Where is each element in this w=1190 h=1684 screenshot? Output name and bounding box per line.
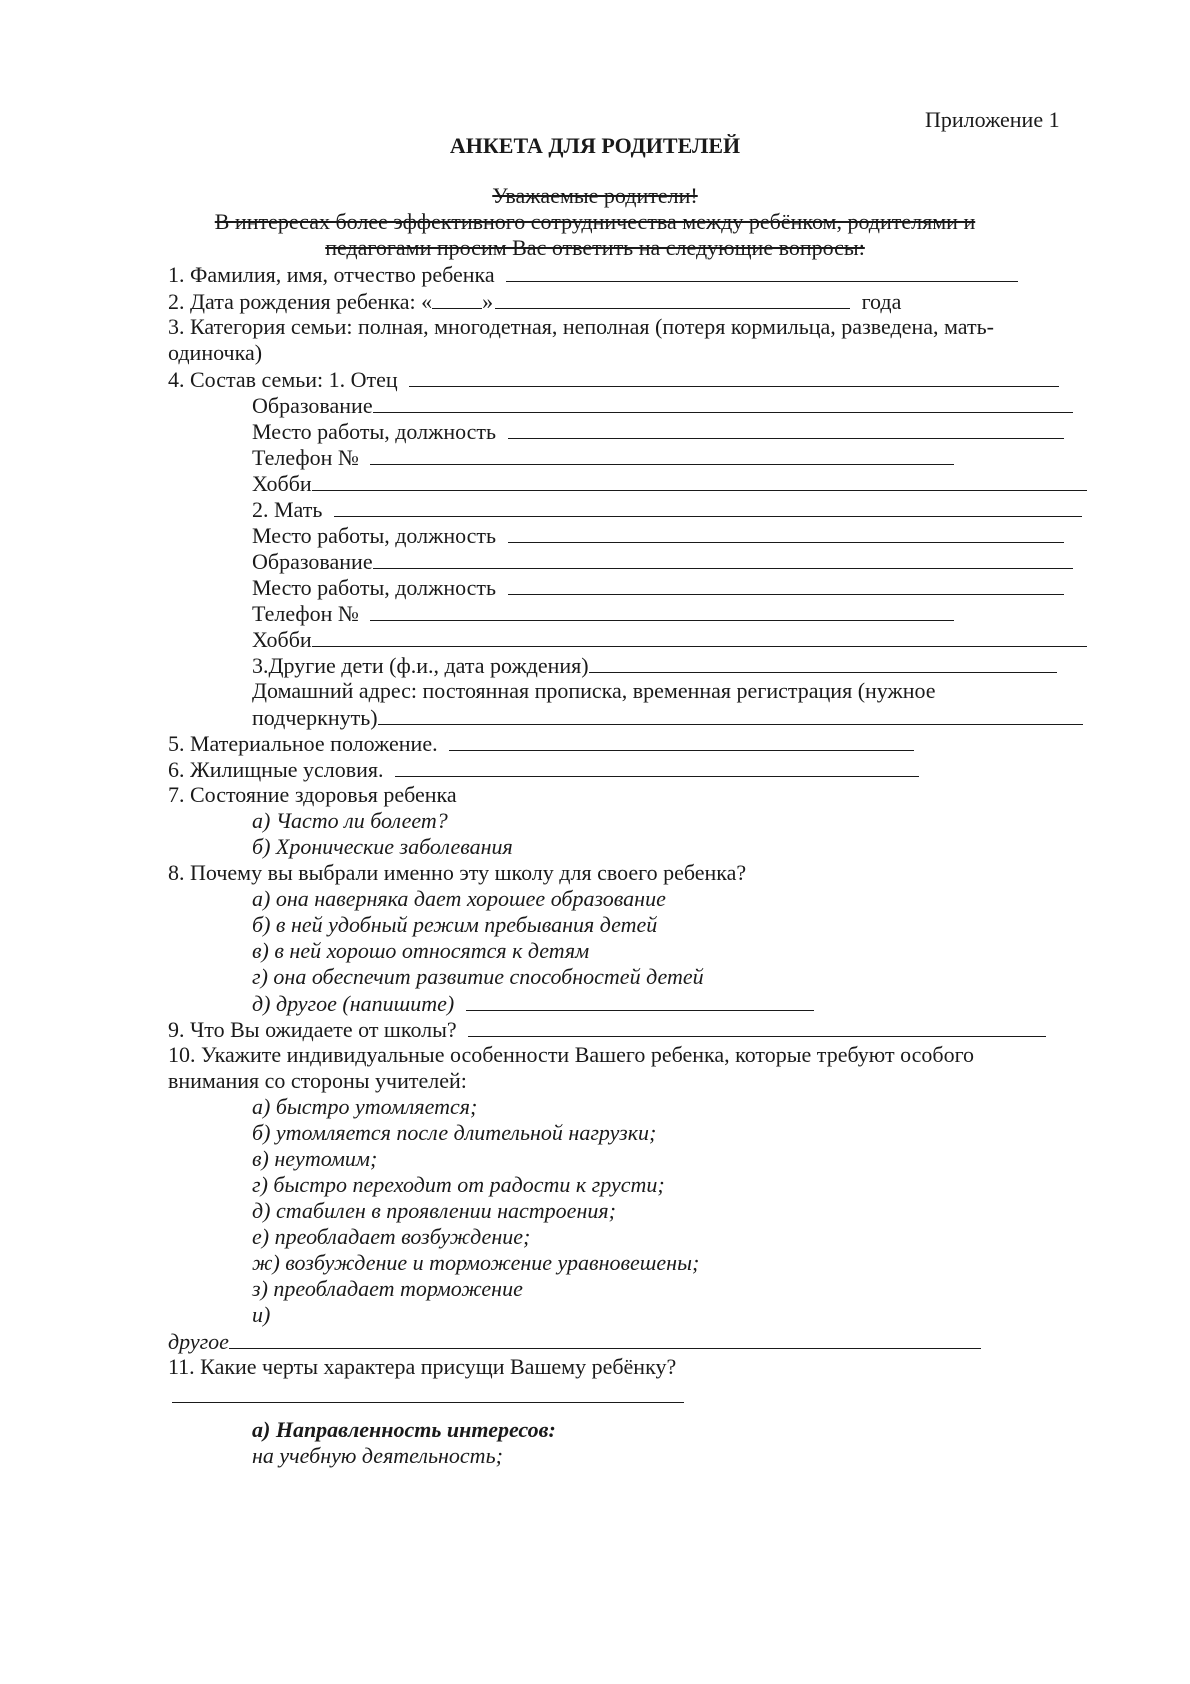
field-label: Образование bbox=[252, 393, 373, 418]
question-10-option[interactable]: д) стабилен в проявлении настроения; bbox=[252, 1198, 616, 1223]
question-3-line-1: 3. Категория семьи: полная, многодетная, неполная (потеря кормильца, разведена, мать- bbox=[168, 314, 994, 339]
answer-line[interactable] bbox=[409, 366, 1059, 387]
field-label: 3.Другие дети (ф.и., дата рождения) bbox=[252, 653, 589, 678]
mother-work-1 bbox=[252, 522, 1064, 549]
mother-hobby bbox=[252, 626, 1087, 653]
day-line[interactable] bbox=[432, 288, 482, 309]
intro-line-1: В интересах более эффективного сотрудничества между ребёнком, родителями и bbox=[214, 209, 976, 234]
question-10-option[interactable]: з) преобладает торможение bbox=[252, 1276, 523, 1301]
question-11: 11. Какие черты характера присущи Вашему ребёнку? bbox=[168, 1354, 677, 1379]
question-7: 7. Состояние здоровья ребенка bbox=[168, 782, 457, 807]
question-10-line-1: 10. Укажите индивидуальные особенности Вашего ребенка, которые требуют особого bbox=[168, 1042, 975, 1067]
question-10-other bbox=[168, 1328, 981, 1355]
field-label: Место работы, должность bbox=[252, 419, 497, 444]
field-label: Хобби bbox=[252, 627, 312, 652]
question-10-option[interactable]: б) утомляется после длительной нагрузки; bbox=[252, 1120, 657, 1145]
greeting: Уважаемые родители! bbox=[492, 183, 698, 208]
question-8-option[interactable]: а) она наверняка дает хорошее образование bbox=[252, 886, 666, 911]
question-8-option[interactable]: г) она обеспечит развитие способностей детей bbox=[252, 964, 704, 989]
question-1 bbox=[168, 261, 1018, 288]
answer-line[interactable] bbox=[378, 704, 1083, 725]
field-label: Место работы, должность bbox=[252, 575, 497, 600]
question-11-item[interactable]: на учебную деятельность; bbox=[252, 1443, 503, 1468]
question-2 bbox=[168, 288, 901, 315]
field-label: Место работы, должность bbox=[252, 523, 497, 548]
field-label: Хобби bbox=[252, 471, 312, 496]
question-6 bbox=[168, 756, 919, 783]
answer-line[interactable] bbox=[370, 600, 954, 621]
answer-line[interactable] bbox=[508, 522, 1064, 543]
answer-line[interactable] bbox=[395, 756, 919, 777]
question-8-option-other bbox=[252, 990, 814, 1017]
question-5 bbox=[168, 730, 914, 757]
mother-phone bbox=[252, 600, 954, 627]
question-11-subheading: а) Направленность интересов: bbox=[252, 1417, 556, 1442]
question-4-label: 4. Состав семьи: 1. Отец bbox=[168, 367, 398, 392]
father-work bbox=[252, 418, 1064, 445]
appendix-label: Приложение 1 bbox=[925, 107, 1060, 132]
mother bbox=[252, 496, 1082, 523]
father-phone bbox=[252, 444, 954, 471]
answer-line[interactable] bbox=[589, 652, 1057, 673]
question-10-option[interactable]: а) быстро утомляется; bbox=[252, 1094, 478, 1119]
answer-line[interactable] bbox=[370, 444, 954, 465]
question-7-option-a[interactable]: а) Часто ли болеет? bbox=[252, 808, 448, 833]
answer-line[interactable] bbox=[508, 418, 1064, 439]
field-label: Телефон № bbox=[252, 601, 359, 626]
question-2-label: 2. Дата рождения ребенка: « bbox=[168, 289, 433, 314]
other-children bbox=[252, 652, 1057, 679]
answer-line[interactable] bbox=[312, 626, 1087, 647]
field-label: подчеркнуть) bbox=[252, 705, 378, 730]
question-1-label: 1. Фамилия, имя, отчество ребенка bbox=[168, 262, 495, 287]
question-8: 8. Почему вы выбрали именно эту школу для своего ребенка? bbox=[168, 860, 747, 885]
intro-line-2: педагогами просим Вас ответить на следующие вопросы: bbox=[325, 235, 865, 260]
mother-education bbox=[252, 548, 1073, 575]
field-label: 2. Мать bbox=[252, 497, 323, 522]
answer-line[interactable] bbox=[466, 990, 814, 1011]
question-9 bbox=[168, 1016, 1046, 1043]
answer-line[interactable] bbox=[172, 1402, 684, 1403]
answer-line[interactable] bbox=[312, 470, 1087, 491]
question-9-label: 9. Что Вы ожидаете от школы? bbox=[168, 1017, 457, 1042]
answer-line[interactable] bbox=[373, 548, 1073, 569]
father-education bbox=[252, 392, 1073, 419]
question-6-label: 6. Жилищные условия. bbox=[168, 757, 384, 782]
question-8-option[interactable]: в) в ней хорошо относятся к детям bbox=[252, 938, 590, 963]
question-10-option[interactable]: ж) возбуждение и торможение уравновешены; bbox=[252, 1250, 700, 1275]
answer-line[interactable] bbox=[334, 496, 1082, 517]
address-line-1: Домашний адрес: постоянная прописка, временная регистрация (нужное bbox=[252, 678, 936, 703]
option-label[interactable]: другое bbox=[168, 1329, 229, 1354]
field-label: Образование bbox=[252, 549, 373, 574]
answer-line[interactable] bbox=[373, 392, 1073, 413]
question-4 bbox=[168, 366, 1059, 393]
mother-work-2 bbox=[252, 574, 1064, 601]
year-label: года bbox=[861, 289, 902, 314]
answer-line[interactable] bbox=[449, 730, 914, 751]
question-10-line-2: внимания со стороны учителей: bbox=[168, 1068, 467, 1093]
answer-line[interactable] bbox=[508, 574, 1064, 595]
father-hobby bbox=[252, 470, 1087, 497]
page-title: АНКЕТА ДЛЯ РОДИТЕЛЕЙ bbox=[449, 133, 741, 158]
answer-line[interactable] bbox=[468, 1016, 1046, 1037]
question-3-line-2: одиночка) bbox=[168, 340, 263, 365]
question-8-option[interactable]: б) в ней удобный режим пребывания детей bbox=[252, 912, 658, 937]
answer-line[interactable] bbox=[506, 261, 1018, 282]
question-10-option[interactable]: и) bbox=[252, 1302, 271, 1327]
address-line-2 bbox=[252, 704, 1083, 731]
question-10-option[interactable]: г) быстро переходит от радости к грусти; bbox=[252, 1172, 665, 1197]
month-line[interactable] bbox=[495, 288, 850, 309]
question-5-label: 5. Материальное положение. bbox=[168, 731, 438, 756]
question-7-option-b[interactable]: б) Хронические заболевания bbox=[252, 834, 513, 859]
field-label: Телефон № bbox=[252, 445, 359, 470]
quote-close: » bbox=[482, 289, 494, 314]
answer-line[interactable] bbox=[229, 1328, 981, 1349]
question-10-option[interactable]: е) преобладает возбуждение; bbox=[252, 1224, 531, 1249]
option-label[interactable]: д) другое (напишите) bbox=[252, 991, 455, 1016]
question-10-option[interactable]: в) неутомим; bbox=[252, 1146, 378, 1171]
